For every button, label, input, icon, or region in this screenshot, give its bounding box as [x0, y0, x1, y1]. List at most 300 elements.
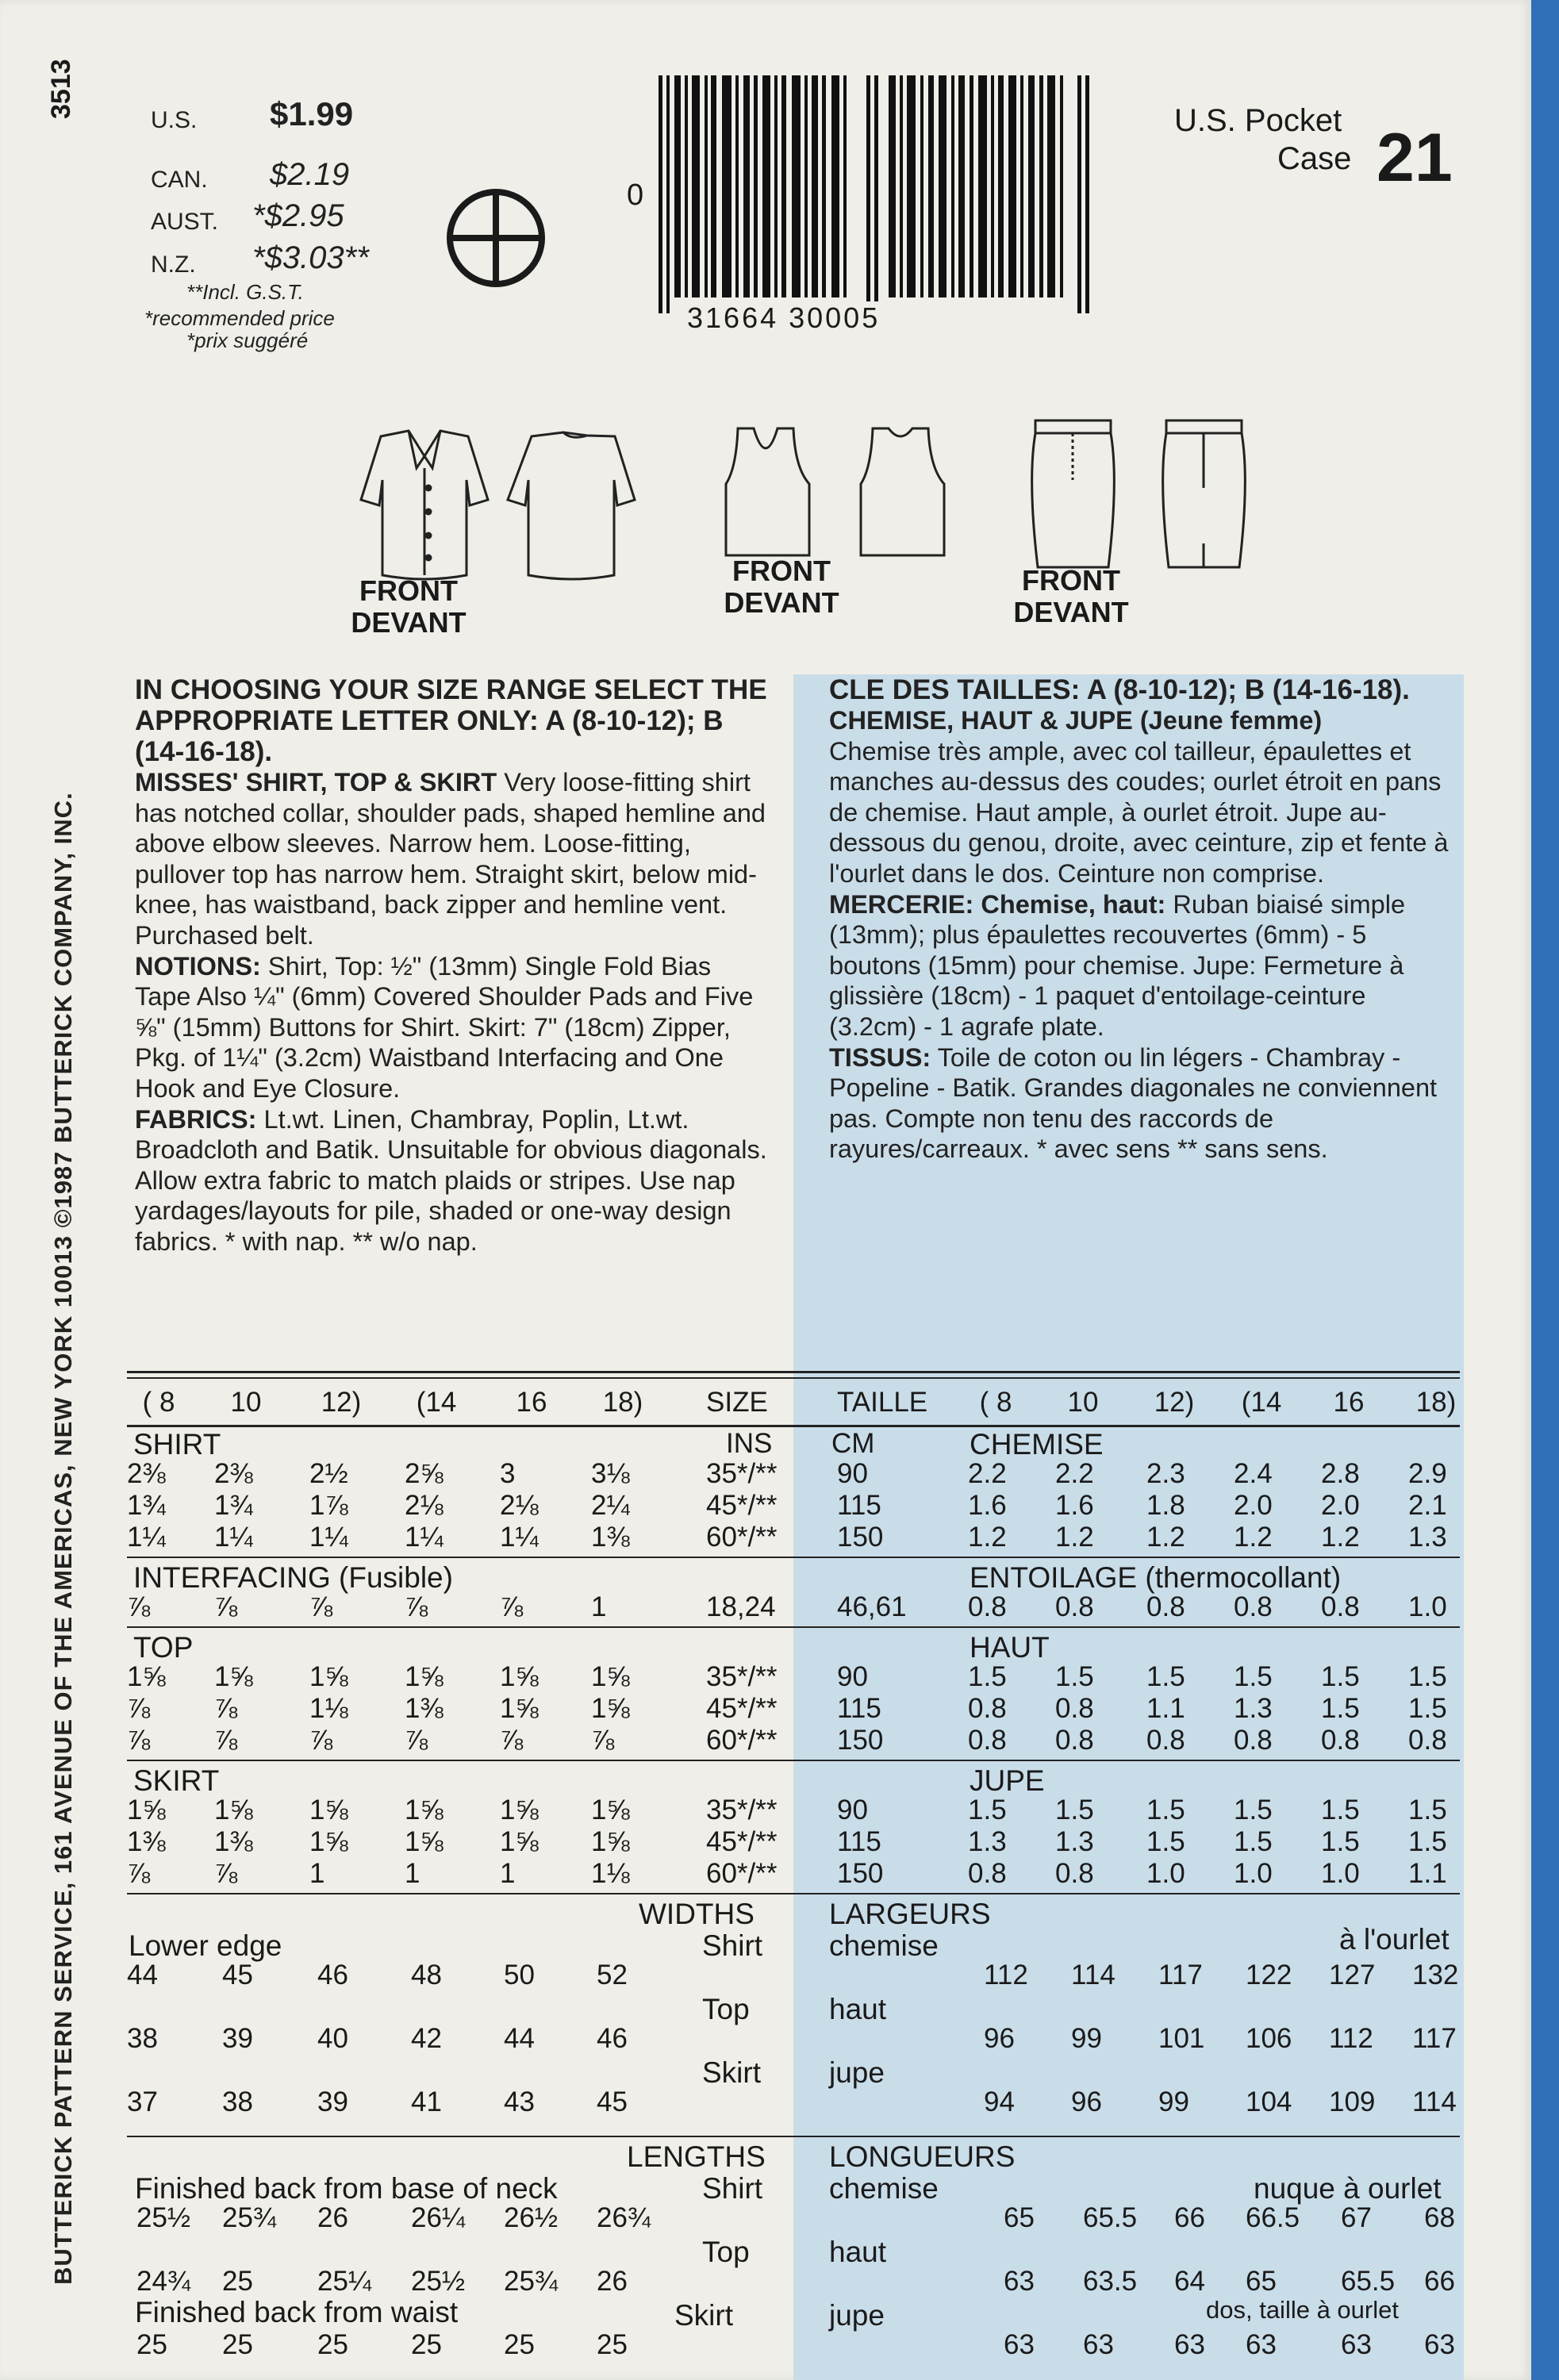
- price-aust-label: AUST.: [151, 209, 219, 235]
- longueurs-title: LONGUEURS: [829, 2140, 1016, 2173]
- yardage-cell: 1⅛: [591, 1858, 630, 1889]
- width-cm: 46,61: [837, 1591, 907, 1622]
- length-cm-cell: 64: [1174, 2266, 1205, 2297]
- meterage-cell: 1.5: [1321, 1693, 1360, 1724]
- meterage-cell: 2.4: [1234, 1458, 1273, 1489]
- yardage-cell: 1¼: [500, 1522, 539, 1553]
- lengths-sub-fr2: dos, taille à ourlet: [1206, 2296, 1399, 2324]
- width-ins: 45*/**: [706, 1693, 778, 1724]
- lengths-garment-fr: chemise: [829, 2172, 939, 2205]
- width-ins: 60*/**: [706, 1858, 778, 1889]
- meterage-cell: 0.8: [1234, 1725, 1273, 1756]
- width-ins-cell: 45: [222, 1960, 253, 1990]
- notions-text: NOTIONS: Shirt, Top: ½" (13mm) Single Fold Bias Tape Also ¼" (6mm) Covered Shoulder Pads and Five ⅝" (15mm) Buttons for Shirt. Skirt: 7" (18cm) Zipper, Pkg. of 1¼" (3.2cm) Waistband Interfacing and One Hook and Eye Closure.: [135, 951, 754, 1103]
- lengths-sub-en2: Finished back from waist: [135, 2296, 459, 2328]
- meterage-cell: 0.8: [968, 1725, 1007, 1756]
- width-ins: 35*/**: [706, 1661, 778, 1692]
- size-header-left: 18): [602, 1387, 643, 1418]
- width-cm: 90: [837, 1458, 868, 1489]
- yardage-cell: 1¾: [214, 1490, 253, 1521]
- width-cm-cell: 94: [984, 2086, 1015, 2117]
- meterage-cell: 2.3: [1146, 1458, 1185, 1489]
- width-ins: 18,24: [706, 1591, 776, 1622]
- width-ins-cell: 43: [504, 2086, 535, 2117]
- width-cm: 90: [837, 1661, 868, 1692]
- yardage-cell: 1⅜: [405, 1693, 444, 1724]
- width-cm-cell: 96: [984, 2023, 1015, 2054]
- meterage-cell: 0.8: [1055, 1725, 1094, 1756]
- width-ins-cell: 46: [317, 1960, 348, 1990]
- skirt-front-label: FRONT DEVANT: [1013, 564, 1129, 628]
- yardage-cell: 1⅝: [591, 1693, 630, 1724]
- width-ins-cell: 38: [222, 2086, 253, 2117]
- table-rule: [127, 1557, 1460, 1558]
- meterage-cell: 1.0: [1234, 1858, 1273, 1889]
- lengths-garment-en: Top: [702, 2236, 750, 2268]
- yardage-cell: 1: [309, 1858, 325, 1889]
- size-header-left: ( 8: [142, 1387, 175, 1418]
- yardage-cell: 1¼: [309, 1522, 348, 1553]
- length-ins-cell: 25: [317, 2329, 348, 2360]
- yardage-cell: 1⅝: [309, 1661, 348, 1692]
- length-cm-cell: 66.5: [1246, 2202, 1300, 2233]
- width-cm-cell: 117: [1158, 1960, 1203, 1990]
- taille-label: TAILLE: [837, 1387, 928, 1418]
- price-note-recommended: *recommended price: [144, 306, 335, 330]
- meterage-cell: 2.0: [1234, 1490, 1273, 1521]
- width-ins-cell: 45: [597, 2086, 628, 2117]
- yardage-cell: 2⅛: [405, 1490, 444, 1521]
- length-ins-cell: 26½: [504, 2202, 559, 2233]
- meterage-cell: 1.5: [1408, 1661, 1447, 1692]
- width-ins-cell: 39: [317, 2086, 348, 2117]
- width-ins-cell: 39: [222, 2023, 253, 2054]
- lengths-sub-en: Finished back from base of neck: [135, 2172, 558, 2205]
- meterage-cell: 2.8: [1321, 1458, 1360, 1489]
- meterage-cell: 1.5: [968, 1795, 1007, 1825]
- widths-sub-fr: à l'ourlet: [1339, 1923, 1450, 1956]
- width-ins: 35*/**: [706, 1458, 778, 1489]
- meterage-cell: 1.5: [1234, 1826, 1273, 1857]
- length-ins-cell: 25: [222, 2329, 253, 2360]
- yardage-cell: ⅞: [127, 1591, 151, 1622]
- meterage-cell: 1.2: [968, 1522, 1007, 1553]
- cle-des-tailles: CLE DES TAILLES: A (8-10-12); B (14-16-18).: [829, 674, 1410, 705]
- widths-garment-en: Top: [702, 1993, 750, 2025]
- yardage-cell: 1⅝: [309, 1826, 348, 1857]
- meterage-cell: 1.5: [1055, 1661, 1094, 1692]
- width-cm: 90: [837, 1795, 868, 1825]
- lengths-garment-fr: jupe: [829, 2299, 885, 2332]
- width-ins: 35*/**: [706, 1795, 778, 1825]
- width-cm-cell: 104: [1246, 2086, 1292, 2117]
- yardage-cell: 1⅞: [309, 1490, 348, 1521]
- yardage-cell: 2⅝: [405, 1458, 444, 1489]
- length-ins-cell: 26¾: [597, 2202, 651, 2233]
- size-header-left: 16: [516, 1387, 547, 1418]
- length-cm-cell: 65.5: [1341, 2266, 1396, 2297]
- yardage-cell: 1: [500, 1858, 516, 1889]
- meterage-cell: 1.5: [1055, 1795, 1094, 1825]
- size-range-instructions: IN CHOOSING YOUR SIZE RANGE SELECT THE APPROPRIATE LETTER ONLY: A (8-10-12); B (14-16-18).: [135, 674, 767, 767]
- section-label-fr: ENTOILAGE (thermocollant): [970, 1561, 1342, 1594]
- yardage-cell: ⅞: [500, 1725, 524, 1756]
- yardage-cell: 1⅝: [127, 1661, 166, 1692]
- width-ins: 60*/**: [706, 1725, 778, 1756]
- meterage-cell: 1.5: [1234, 1795, 1273, 1825]
- length-ins-cell: 26: [597, 2266, 628, 2297]
- width-ins-cell: 46: [597, 2023, 628, 2054]
- meterage-cell: 1.2: [1321, 1522, 1360, 1553]
- meterage-cell: 0.8: [968, 1693, 1007, 1724]
- meterage-cell: 0.8: [1408, 1725, 1447, 1756]
- table-rule: [127, 1377, 1460, 1379]
- largeurs-title: LARGEURS: [829, 1898, 991, 1930]
- size-header-right: (14: [1241, 1387, 1282, 1418]
- barcode-digits: 31664 30005: [682, 301, 885, 335]
- length-ins-cell: 25¾: [222, 2202, 277, 2233]
- yardage-cell: 1⅝: [405, 1826, 444, 1857]
- lengths-garment-en: Shirt: [702, 2172, 763, 2205]
- meterage-cell: 1.2: [1234, 1522, 1273, 1553]
- yardage-cell: 1¼: [405, 1522, 444, 1553]
- price-us: $1.99: [270, 95, 354, 132]
- yardage-cell: 1⅝: [500, 1826, 539, 1857]
- section-label-fr: CHEMISE: [970, 1428, 1104, 1461]
- width-ins: 60*/**: [706, 1522, 778, 1553]
- width-cm-cell: 106: [1246, 2023, 1292, 2054]
- yardage-cell: ⅞: [591, 1725, 615, 1756]
- section-label-en: SKIRT: [133, 1764, 220, 1797]
- meterage-cell: 0.8: [968, 1591, 1007, 1622]
- price-note-suggere: *prix suggéré: [186, 328, 309, 352]
- meterage-cell: 1.5: [1321, 1795, 1360, 1825]
- top-front-label: FRONT DEVANT: [724, 555, 839, 619]
- length-cm-cell: 65: [1246, 2266, 1277, 2297]
- yardage-cell: ⅞: [214, 1693, 238, 1724]
- meterage-cell: 1.8: [1146, 1490, 1185, 1521]
- width-cm-cell: 109: [1329, 2086, 1376, 2117]
- mercerie-text: MERCERIE: Chemise, haut: Ruban biaisé simple (13mm); plus épaulettes recouvertes (6mm) - 5 boutons (15mm) pour chemise. Jupe: Fermeture à glissière (18cm) - 1 paquet d'entoilage-ceinture (3.2cm) - 1 agrafe plate.: [829, 889, 1406, 1041]
- width-cm: 150: [837, 1858, 884, 1889]
- spine-pattern-code: 3513: [46, 59, 76, 119]
- pocket-case-number: 21: [1377, 120, 1453, 196]
- widths-sub-en: Lower edge: [129, 1929, 282, 1962]
- price-nz-label: N.Z.: [151, 251, 196, 278]
- meterage-cell: 2.2: [968, 1458, 1007, 1489]
- yardage-cell: 1: [405, 1858, 420, 1889]
- meterage-cell: 0.8: [1055, 1693, 1094, 1724]
- yardage-cell: 1¼: [214, 1522, 253, 1553]
- width-ins-cell: 41: [411, 2086, 442, 2117]
- size-header-left: 10: [230, 1387, 262, 1418]
- size-header-left: (14: [416, 1387, 457, 1418]
- width-cm-cell: 132: [1412, 1960, 1459, 1990]
- yardage-cell: 1¼: [127, 1522, 166, 1553]
- yardage-cell: 2⅜: [214, 1458, 253, 1489]
- yardage-cell: 1⅝: [405, 1795, 444, 1825]
- misses-description: MISSES' SHIRT, TOP & SKIRT Very loose-fitting shirt has notched collar, shoulder pads, shaped hemline and above elbow sleeves. Narrow hem. Loose-fitting, pullover top has narrow hem. Straight skirt, below mid-knee, has waistband, back zipper and hemline vent. Purchased belt.: [135, 768, 766, 950]
- yardage-cell: ⅞: [405, 1591, 428, 1622]
- length-cm-cell: 63: [1004, 2266, 1035, 2297]
- size-header-right: 10: [1067, 1387, 1099, 1418]
- meterage-cell: 2.1: [1408, 1490, 1447, 1521]
- registration-mark-icon: [444, 186, 547, 290]
- meterage-cell: 1.0: [1408, 1591, 1447, 1622]
- size-header-left: 12): [321, 1387, 362, 1418]
- meterage-cell: 1.5: [1408, 1826, 1447, 1857]
- length-ins-cell: 25¾: [504, 2266, 559, 2297]
- width-ins: 45*/**: [706, 1826, 778, 1857]
- length-cm-cell: 66: [1174, 2202, 1205, 2233]
- width-ins-cell: 48: [411, 1960, 442, 1990]
- price-note-gst: **Incl. G.S.T.: [186, 280, 304, 304]
- meterage-cell: 0.8: [1146, 1725, 1185, 1756]
- meterage-cell: 1.6: [968, 1490, 1007, 1521]
- meterage-cell: 1.5: [1321, 1826, 1360, 1857]
- length-ins-cell: 25: [411, 2329, 442, 2360]
- fabrics-text: FABRICS: Lt.wt. Linen, Chambray, Poplin, Lt.wt. Broadcloth and Batik. Unsuitable for obvious diagonals. Allow extra fabric to match plaids or stripes. Use nap yardages/layouts for pile, shaded or one-way design fabrics. * with nap. ** w/o nap.: [135, 1104, 767, 1256]
- chemise-description: CHEMISE, HAUT & JUPE (Jeune femme) Chemise très ample, avec col tailleur, épaulettes et manches au-dessus des coudes; ourlet étroit en pans de chemise. Haut ample, à ourlet étroit. Jupe au-dessous du genou, droite, avec ceinture, zip et fente à l'ourlet dans le dos. Ceinture non comprise.: [829, 706, 1449, 888]
- meterage-cell: 0.8: [1146, 1591, 1185, 1622]
- meterage-cell: 1.3: [1234, 1693, 1273, 1724]
- ins-label: INS: [726, 1428, 773, 1459]
- length-ins-cell: 25: [504, 2329, 535, 2360]
- meterage-cell: 1.6: [1055, 1490, 1094, 1521]
- yardage-cell: 2½: [309, 1458, 348, 1489]
- table-rule: [127, 1425, 1460, 1427]
- yardage-cell: ⅞: [309, 1591, 333, 1622]
- english-description: [135, 674, 770, 1257]
- top-illustration-icon: [722, 420, 960, 563]
- cm-label: CM: [831, 1428, 875, 1459]
- table-rule: [127, 1626, 1460, 1628]
- width-cm-cell: 112: [984, 1960, 1028, 1990]
- pocket-line1: U.S. Pocket: [1174, 103, 1342, 138]
- length-ins-cell: 25¼: [317, 2266, 372, 2297]
- yardage-cell: 2⅛: [500, 1490, 539, 1521]
- yardage-cell: ⅞: [309, 1725, 333, 1756]
- width-ins-cell: 42: [411, 2023, 442, 2054]
- meterage-cell: 1.0: [1146, 1858, 1185, 1889]
- section-label-en: INTERFACING (Fusible): [133, 1561, 453, 1594]
- meterage-cell: 1.0: [1321, 1858, 1360, 1889]
- skirt-illustration-icon: [1023, 416, 1254, 575]
- width-cm-cell: 96: [1071, 2086, 1102, 2117]
- length-ins-cell: 26¼: [411, 2202, 466, 2233]
- width-ins: 45*/**: [706, 1490, 778, 1521]
- price-us-label: U.S.: [151, 107, 198, 133]
- section-label-fr: JUPE: [970, 1764, 1045, 1797]
- lengths-garment-en: Skirt: [674, 2299, 733, 2332]
- lengths-garment-fr: haut: [829, 2236, 887, 2268]
- meterage-cell: 1.5: [1146, 1661, 1185, 1692]
- length-cm-cell: 65.5: [1083, 2202, 1138, 2233]
- width-cm: 115: [837, 1826, 881, 1857]
- yardage-cell: 1⅝: [214, 1795, 253, 1825]
- length-cm-cell: 63: [1341, 2329, 1372, 2360]
- yardage-cell: 1⅜: [214, 1826, 253, 1857]
- section-label-en: SHIRT: [133, 1428, 221, 1461]
- yardage-cell: ⅞: [127, 1725, 151, 1756]
- yardage-cell: ⅞: [405, 1725, 428, 1756]
- meterage-cell: 1.2: [1146, 1522, 1185, 1553]
- shirt-front-label: FRONT DEVANT: [351, 574, 467, 639]
- yardage-cell: ⅞: [214, 1725, 238, 1756]
- width-cm: 150: [837, 1522, 884, 1553]
- width-cm-cell: 99: [1158, 2086, 1189, 2117]
- width-ins-cell: 38: [127, 2023, 158, 2054]
- meterage-cell: 1.5: [1146, 1795, 1185, 1825]
- length-cm-cell: 65: [1004, 2202, 1035, 2233]
- width-cm: 115: [837, 1490, 881, 1521]
- yardage-cell: 1⅝: [309, 1795, 348, 1825]
- meterage-cell: 0.8: [1321, 1591, 1360, 1622]
- size-header-right: 18): [1415, 1387, 1457, 1418]
- meterage-cell: 1.3: [1408, 1522, 1447, 1553]
- yardage-cell: 2¼: [591, 1490, 630, 1521]
- yardage-cell: 2⅜: [127, 1458, 166, 1489]
- width-ins-cell: 52: [597, 1960, 628, 1990]
- shirt-illustration-icon: [333, 424, 666, 583]
- length-ins-cell: 25: [136, 2329, 167, 2360]
- yardage-cell: 3⅛: [591, 1458, 630, 1489]
- yardage-cell: ⅞: [214, 1858, 238, 1889]
- widths-title: WIDTHS: [639, 1898, 755, 1930]
- table-rule: [127, 1760, 1460, 1761]
- meterage-cell: 1.5: [1408, 1693, 1447, 1724]
- widths-garment-fr: chemise: [829, 1929, 939, 1962]
- yardage-cell: 1: [591, 1591, 607, 1622]
- width-cm: 115: [837, 1693, 881, 1724]
- width-cm-cell: 117: [1412, 2023, 1457, 2054]
- width-ins-cell: 44: [127, 1960, 158, 1990]
- width-ins-cell: 37: [127, 2086, 158, 2117]
- yardage-cell: ⅞: [127, 1858, 151, 1889]
- price-can-label: CAN.: [151, 167, 208, 193]
- length-cm-cell: 68: [1424, 2202, 1455, 2233]
- length-cm-cell: 63: [1246, 2329, 1277, 2360]
- table-rule: [127, 2136, 1460, 2137]
- price-aust: *$2.95: [252, 198, 344, 233]
- meterage-cell: 2.9: [1408, 1458, 1447, 1489]
- price-nz: *$3.03**: [252, 240, 369, 275]
- yardage-cell: 1⅜: [591, 1522, 630, 1553]
- widths-garment-fr: haut: [829, 1993, 887, 2025]
- lengths-title: LENGTHS: [627, 2140, 766, 2173]
- width-cm-cell: 122: [1246, 1960, 1292, 1990]
- length-ins-cell: 25: [222, 2266, 253, 2297]
- section-label-en: TOP: [133, 1631, 194, 1664]
- length-ins-cell: 24¾: [136, 2266, 191, 2297]
- length-cm-cell: 63.5: [1083, 2266, 1138, 2297]
- french-description: [829, 674, 1456, 1165]
- yardage-cell: ⅞: [500, 1591, 524, 1622]
- yardage-cell: 1¾: [127, 1490, 166, 1521]
- lengths-sub-fr: nuque à ourlet: [1254, 2172, 1442, 2205]
- pocket-line2: Case: [1277, 141, 1352, 176]
- yardage-cell: 1⅝: [500, 1661, 539, 1692]
- widths-garment-fr: jupe: [829, 2056, 885, 2089]
- length-cm-cell: 63: [1424, 2329, 1455, 2360]
- section-label-fr: HAUT: [970, 1631, 1050, 1664]
- length-ins-cell: 26: [317, 2202, 348, 2233]
- meterage-cell: 1.1: [1146, 1693, 1185, 1724]
- width-cm-cell: 112: [1329, 2023, 1373, 2054]
- yardage-cell: 1⅝: [591, 1661, 630, 1692]
- meterage-cell: 1.2: [1055, 1522, 1094, 1553]
- meterage-cell: 0.8: [1321, 1725, 1360, 1756]
- yardage-cell: 1⅝: [591, 1795, 630, 1825]
- yardage-cell: 1⅝: [500, 1795, 539, 1825]
- tissus-text: TISSUS: Toile de coton ou lin légers - Chambray - Popeline - Batik. Grandes diagonales ne conviennent pas. Compte non tenu des raccords de rayures/carreaux. * avec sens ** sans sens.: [829, 1042, 1438, 1164]
- yardage-cell: 1⅝: [127, 1795, 166, 1825]
- size-header-right: 16: [1333, 1387, 1365, 1418]
- width-cm-cell: 101: [1158, 2023, 1205, 2054]
- yardage-cell: 1⅝: [214, 1661, 253, 1692]
- length-ins-cell: 25½: [411, 2266, 466, 2297]
- meterage-cell: 1.5: [1146, 1826, 1185, 1857]
- meterage-cell: 0.8: [1055, 1591, 1094, 1622]
- width-cm-cell: 114: [1412, 2086, 1457, 2117]
- width-ins-cell: 44: [504, 2023, 535, 2054]
- meterage-cell: 1.5: [1234, 1661, 1273, 1692]
- yardage-cell: 1⅝: [405, 1661, 444, 1692]
- yardage-cell: 1⅝: [591, 1826, 630, 1857]
- length-cm-cell: 66: [1424, 2266, 1455, 2297]
- width-cm: 150: [837, 1725, 884, 1756]
- width-ins-cell: 40: [317, 2023, 348, 2054]
- widths-garment-en: Shirt: [702, 1929, 763, 1962]
- width-ins-cell: 50: [504, 1960, 535, 1990]
- length-cm-cell: 63: [1004, 2329, 1035, 2360]
- width-cm-cell: 114: [1071, 1960, 1115, 1990]
- meterage-cell: 1.3: [968, 1826, 1007, 1857]
- meterage-cell: 0.8: [1055, 1858, 1094, 1889]
- length-cm-cell: 63: [1174, 2329, 1205, 2360]
- yardage-cell: ⅞: [127, 1693, 151, 1724]
- table-rule: [127, 1371, 1460, 1373]
- meterage-cell: 2.2: [1055, 1458, 1094, 1489]
- widths-garment-en: Skirt: [702, 2056, 761, 2089]
- spine-publisher-text: BUTTERICK PATTERN SERVICE, 161 AVENUE OF THE AMERICAS, NEW YORK 10013 ©1987 BUTTERICK COMPANY, INC.: [49, 792, 77, 2285]
- meterage-cell: 1.5: [1408, 1795, 1447, 1825]
- table-rule: [127, 1893, 1460, 1894]
- length-ins-cell: 25½: [136, 2202, 191, 2233]
- yardage-cell: ⅞: [214, 1591, 238, 1622]
- barcode-icon: [659, 75, 1091, 313]
- meterage-cell: 1.1: [1408, 1858, 1447, 1889]
- barcode-prefix: 0: [627, 178, 644, 212]
- meterage-cell: 0.8: [1234, 1591, 1273, 1622]
- meterage-cell: 2.0: [1321, 1490, 1360, 1521]
- length-cm-cell: 67: [1341, 2202, 1372, 2233]
- yardage-cell: 1⅜: [127, 1826, 166, 1857]
- width-cm-cell: 127: [1329, 1960, 1376, 1990]
- meterage-cell: 1.5: [1321, 1661, 1360, 1692]
- size-header-right: ( 8: [979, 1387, 1012, 1418]
- price-can: $2.19: [270, 157, 350, 192]
- yardage-cell: 1⅝: [500, 1693, 539, 1724]
- meterage-cell: 1.3: [1055, 1826, 1094, 1857]
- yardage-cell: 3: [500, 1458, 516, 1489]
- size-label: SIZE: [706, 1387, 768, 1418]
- size-header-right: 12): [1154, 1387, 1195, 1418]
- length-cm-cell: 63: [1083, 2329, 1114, 2360]
- yardage-cell: 1⅛: [309, 1693, 348, 1724]
- width-cm-cell: 99: [1071, 2023, 1102, 2054]
- length-ins-cell: 25: [597, 2329, 628, 2360]
